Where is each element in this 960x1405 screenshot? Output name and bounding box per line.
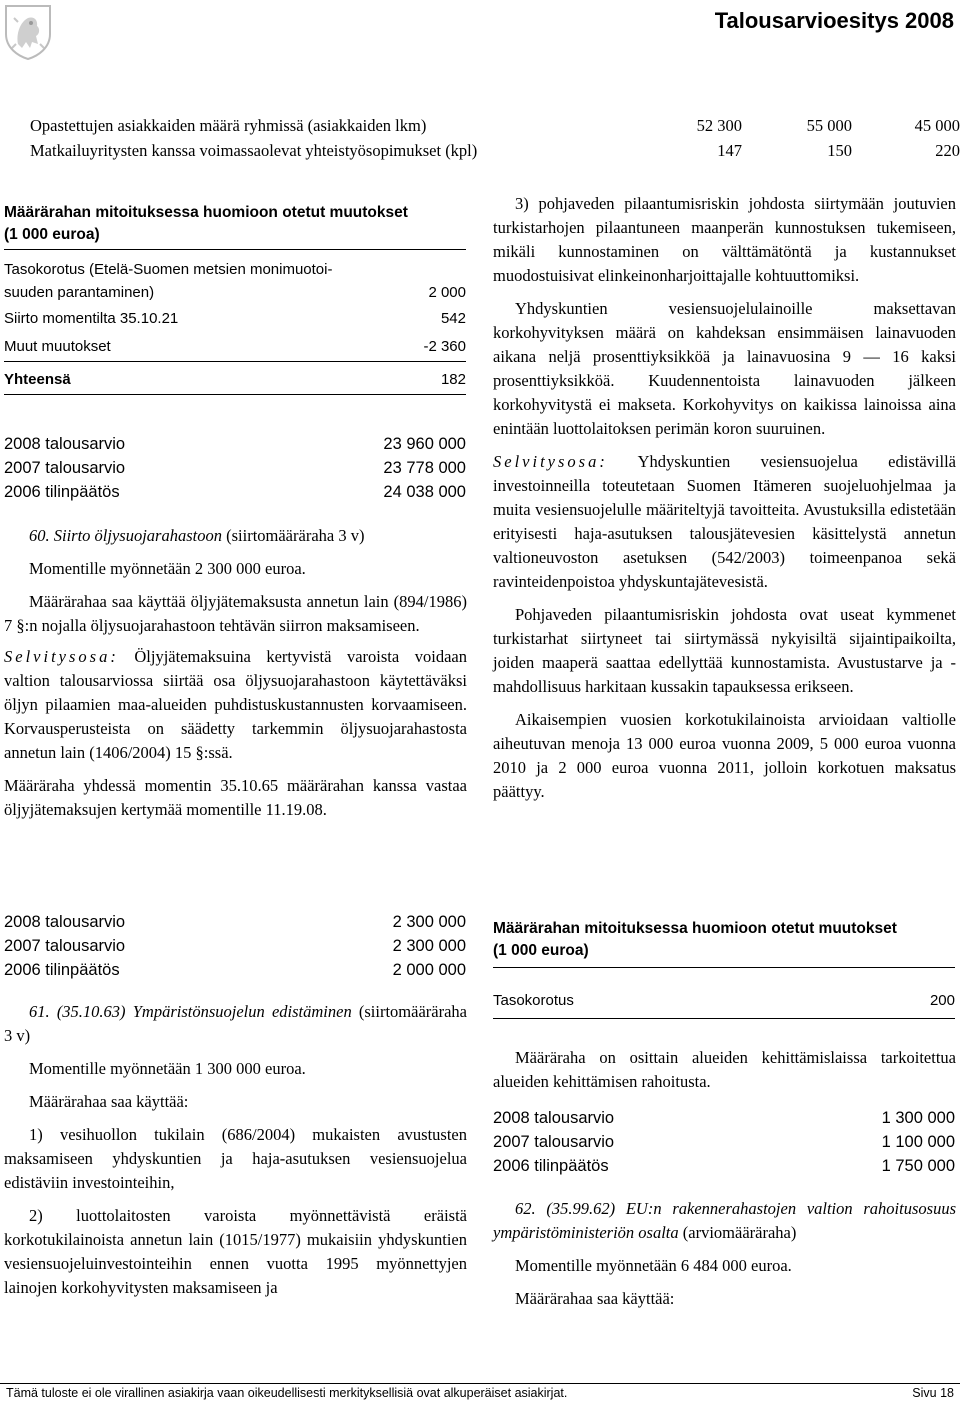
changes-table-right (493, 918, 955, 1019)
paragraph: 2) luottolaitosten varoista myönnettävistä eräistä korkotukilainoista annetun lain (1015/1977) mukaisiin yhdyskuntien vesiensuojeluinvestointeihin ennen vuotta 1995 myönnettyjen lainojen korkohyvitysten maksamiseen ja (4, 1206, 467, 1297)
footer-rule (0, 1383, 960, 1384)
budget-value: 1 750 000 (881, 1157, 955, 1175)
section-heading (493, 1197, 956, 1245)
stat-value: 147 (717, 141, 742, 160)
document-title: Talousarvioesitys 2008 (714, 8, 954, 33)
table-row (4, 307, 466, 330)
stat-value: 45 000 (914, 116, 960, 135)
budget-value: 1 300 000 (881, 1109, 955, 1127)
paragraph (4, 645, 467, 765)
budget-row (493, 1130, 955, 1154)
section-heading (4, 524, 467, 548)
paragraph (493, 450, 956, 594)
row-value: -2 360 (423, 338, 466, 355)
budget-value: 24 038 000 (383, 483, 466, 501)
budget-label: 2008 talousarvio (493, 1109, 615, 1127)
paragraph-text: Määräraha on osittain alueiden kehittämislaissa tarkoitettua alueiden kehittämisen rahoitusta. (493, 1048, 956, 1091)
section-60 (4, 524, 467, 822)
heading-title: 62. (35.99.62) EU:n rakennerahastojen valtion rahoitusosuus ympäristöministeriön osalta (493, 1199, 956, 1242)
stat-row (30, 141, 960, 163)
paragraph: Pohjaveden pilaantumisriskin johdosta ovat useat kymmenet turkistarhat siirtyneet tai siirtymässä nykyisiltä sijaintipaikoilta, joiden maaperä saattaa edellyttää kunnostamista. Avustustarve ja -mahdollisuus harkitaan kussakin tapauksessa erikseen. (493, 605, 956, 696)
paragraph-text: Yhdyskuntien vesiensuojelua edistävillä investoinneilla toteutetaan Suomen Itämeren suojeluohjelmaa ja muita vesiensuojelulle määriteltyjä tavoitteita. Avustuksilla edistetään erityisesti haja-asutuksen talousjätevesien käsittelystä annetun valtioneuvoston asetuksen (542/2003) toimeenpanoa sekä ravinteidenpoistoa yhdyskuntajätevesistä. (493, 452, 956, 591)
row-label: Tasokorotus (Etelä-Suomen metsien monimuotoi- (4, 261, 333, 278)
budget-row (4, 934, 466, 958)
heading-title: 60. Siirto öljysuojarahastoon (29, 526, 222, 545)
budget-value: 2 000 000 (392, 961, 466, 979)
paragraph: Yhdyskuntien vesiensuojelulainoille maksettavan korkohyvityksen määrä on kahdeksan ensimmäisen lainavuoden aikana neljä prosenttiyksikköä ja lainavuosina 9 — 16 kaksi prosenttiyksikköä. Kuudennentoista lainavuoden jälkeen korkohyvitystä ei makseta. Korkohyvitys on kaikissa lainoissa aina enintään luottolaitoksen perimän koron suuruinen. (493, 299, 956, 438)
stat-value: 220 (935, 141, 960, 160)
budget-table (4, 910, 466, 982)
section-heading (4, 1000, 467, 1048)
budget-value: 2 300 000 (392, 937, 466, 955)
changes-unit: (1 000 euroa) (4, 226, 100, 243)
paragraph: 3) pohjaveden pilaantumisriskin johdosta siirtymään joutuvien turkistarhojen pilaantuneen maanperän kunnostuksen tukemiseen, mikäli kunnostaminen on välttämätöntä ja kustannukset muodostuisivat elinkeinonharjoittajalle kohtuuttomiksi. (493, 194, 956, 285)
stat-row (30, 116, 960, 138)
paragraph: 1) vesihuollon tukilain (686/2004) mukaisten avustusten maksamiseen yhdyskuntien ja haja-asutuksen vesiensuojelua edistäviin investointeihin, (4, 1125, 467, 1192)
budget-row (4, 480, 466, 504)
budget-label: 2008 talousarvio (4, 435, 126, 453)
budget-value: 2 300 000 (392, 913, 466, 931)
table-rule (493, 967, 955, 968)
page-number: Sivu 18 (912, 1386, 954, 1400)
heading-type: (siirtomääräraha 3 v) (221, 526, 365, 545)
table-row (4, 335, 466, 358)
heading-type: (arviomääräraha) (678, 1223, 797, 1242)
table-rule (4, 249, 466, 250)
row-value: 542 (440, 310, 466, 327)
paragraph: Määrärahaa saa käyttää öljyjätemaksusta annetun lain (894/1986) 7 §:n nojalla öljysuojarahastoon tehtävän siirron maksamiseen. (4, 592, 467, 635)
changes-unit: (1 000 euroa) (493, 942, 589, 959)
budget-row (4, 958, 466, 982)
budget-label: 2006 tilinpäätös (4, 483, 120, 501)
table-rule (493, 1018, 955, 1019)
table-rule (4, 361, 466, 362)
paragraph (493, 1046, 956, 1094)
row-label: suuden parantaminen) (4, 284, 155, 301)
stat-value: 55 000 (806, 116, 852, 135)
right-column-text (493, 192, 956, 804)
paragraph: Määräraha yhdessä momentin 35.10.65 määrärahan kanssa vastaa öljyjätemaksujen kertymää momentille 11.19.08. (4, 776, 467, 819)
budget-table (4, 432, 466, 504)
total-label: Yhteensä (4, 371, 71, 388)
paragraph: Momentille myönnetään 6 484 000 euroa. (515, 1256, 792, 1275)
table-row (4, 258, 466, 304)
changes-title: Määrärahan mitoituksessa huomioon otetut muutokset (493, 920, 897, 937)
table-total-row (4, 368, 466, 391)
changes-title: Määrärahan mitoituksessa huomioon otetut muutokset (4, 204, 408, 221)
stat-value: 150 (827, 141, 852, 160)
row-label: Siirto momentilta 35.10.21 (4, 310, 179, 327)
table-row (493, 989, 955, 1012)
paragraph-text: Öljyjätemaksuina kertyvistä varoista voidaan valtion talousarviossa siirtää osa öljysuojarahastoon käytettäväksi öljyn pilaamien maa-alueiden puhdistuskustannusten korvaamiseen. Korvausperusteista on säädetty tarkemmin öljysuojarahastosta annetun lain (1406/2004) 15 §:ssä. (4, 647, 467, 762)
budget-value: 1 100 000 (881, 1133, 955, 1151)
budget-table (493, 1106, 955, 1178)
budget-row (4, 910, 466, 934)
selvitysosa-label: Selvitysosa: (4, 647, 119, 666)
section-61 (4, 1000, 467, 1300)
paragraph: Momentille myönnetään 1 300 000 euroa. (29, 1059, 306, 1078)
budget-row (493, 1154, 955, 1178)
budget-label: 2006 tilinpäätös (4, 961, 120, 979)
stat-label: Matkailuyritysten kanssa voimassaolevat yhteistyösopimukset (kpl) (30, 141, 478, 160)
row-value: 2 000 (428, 284, 466, 301)
total-value: 182 (440, 371, 466, 388)
budget-value: 23 778 000 (383, 459, 466, 477)
budget-row (4, 456, 466, 480)
row-value: 200 (929, 992, 955, 1009)
row-label: Muut muutokset (4, 338, 111, 355)
paragraph: Määrärahaa saa käyttää: (515, 1289, 675, 1308)
lion-coat-of-arms-icon (4, 4, 52, 60)
paragraph: Momentille myönnetään 2 300 000 euroa. (29, 559, 306, 578)
budget-row (4, 432, 466, 456)
budget-row (493, 1106, 955, 1130)
budget-label: 2007 talousarvio (4, 937, 126, 955)
heading-title: 61. (35.10.63) Ympäristönsuojelun edistäminen (29, 1002, 352, 1021)
budget-label: 2007 talousarvio (4, 459, 126, 477)
stat-value: 52 300 (696, 116, 742, 135)
budget-label: 2007 talousarvio (493, 1133, 615, 1151)
footer-disclaimer: Tämä tuloste ei ole virallinen asiakirja vaan oikeudellisesti merkityksellisiä ovat alkuperäiset asiakirjat. (6, 1386, 568, 1400)
selvitysosa-label: Selvitysosa: (493, 452, 608, 471)
paragraph: Määrärahaa saa käyttää: (29, 1092, 189, 1111)
stat-label: Opastettujen asiakkaiden määrä ryhmissä (asiakkaiden lkm) (30, 116, 427, 135)
heading-type: (siirtomääräraha 3 v) (4, 1002, 467, 1045)
paragraph: Aikaisempien vuosien korkotukilainoista arvioidaan valtiolle aiheutuvan menoja 13 000 euroa vuonna 2009, 5 000 euroa vuonna 2010 ja 2 000 euroa vuonna 2011, jolloin korkotuen maksatus päättyy. (493, 710, 956, 801)
budget-value: 23 960 000 (383, 435, 466, 453)
section-62 (493, 1197, 956, 1311)
table-rule (4, 394, 466, 395)
budget-label: 2008 talousarvio (4, 913, 126, 931)
changes-table-left (4, 202, 466, 395)
row-label: Tasokorotus (493, 992, 574, 1009)
budget-label: 2006 tilinpäätös (493, 1157, 609, 1175)
